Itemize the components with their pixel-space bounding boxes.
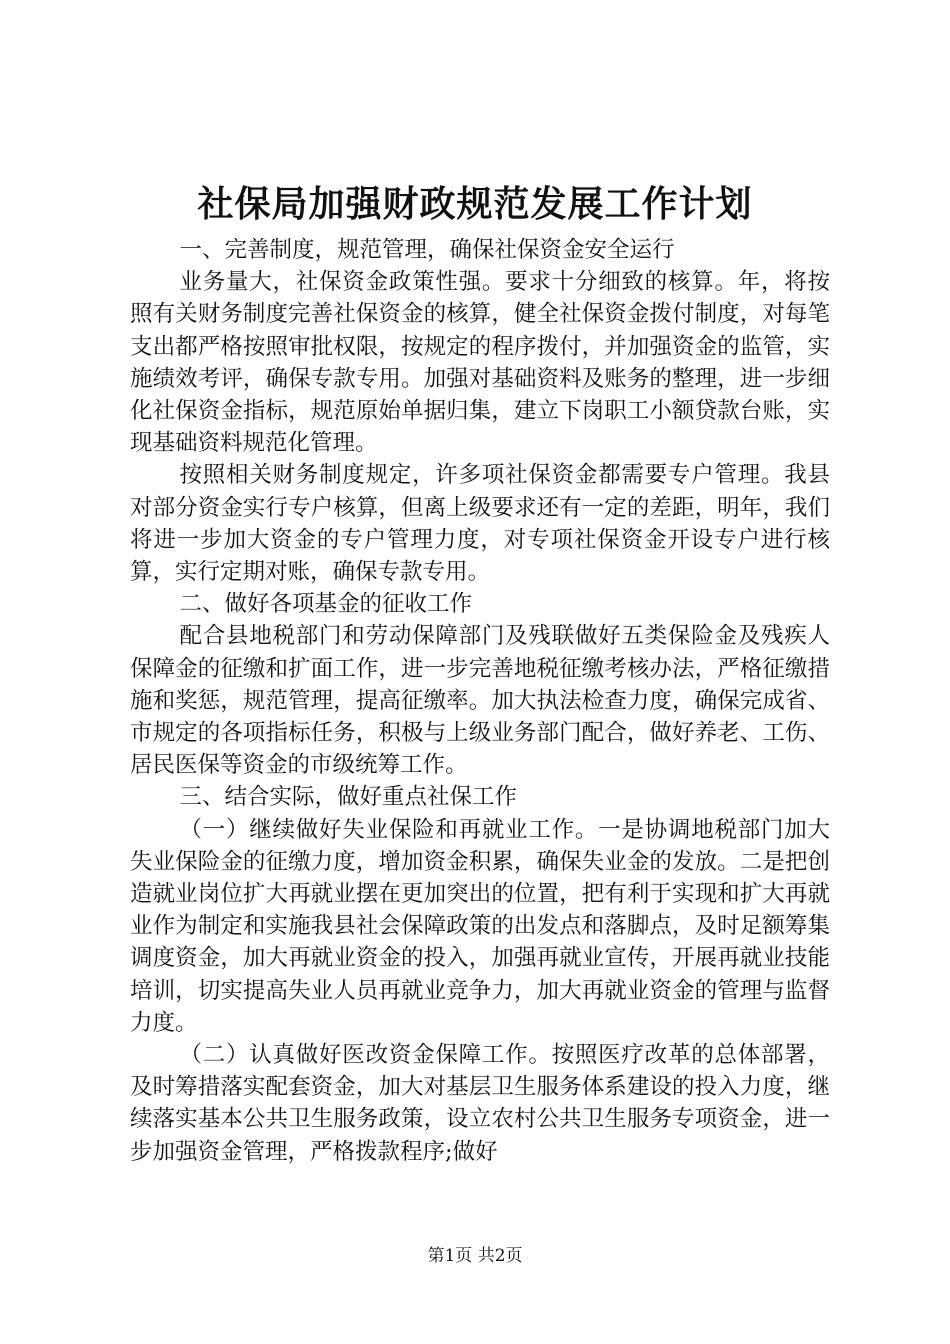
page-number-footer: 第1页 共2页	[427, 1246, 523, 1266]
section-heading-1: 一、完善制度，规范管理，确保社保资金安全运行	[179, 237, 675, 263]
document-body	[130, 234, 830, 1168]
body-paragraph: 按照相关财务制度规定，许多项社保资金都需要专户管理。我县对部分资金实行专户核算，但离上级要求还有一定的差距，明年，我们将进一步加大资金的专户管理力度，对专项社保资金开设专户进行核算，实行定期对账，确保专款专用。	[130, 462, 830, 586]
body-paragraph: 配合县地税部门和劳动保障部门及残联做好五类保险金及残疾人保障金的征缴和扩面工作，进一步完善地税征缴考核办法，严格征缴措施和奖惩，规范管理，提高征缴率。加大执法检查力度，确保完成省、市规定的各项指标任务，积极与上级业务部门配合，做好养老、工伤、居民医保等资金的市级统筹工作。	[130, 623, 830, 779]
document-title: 社保局加强财政规范发展工作计划	[197, 183, 753, 225]
section-heading-3: 三、结合实际，做好重点社保工作	[179, 784, 518, 811]
body-paragraph: 业务量大，社保资金政策性强。要求十分细致的核算。年，将按照有关财务制度完善社保资金的核算，健全社保资金拨付制度，对每笔支出都严格按照审批权限，按规定的程序拨付，并加强资金的监管，实施绩效考评，确保专款专用。加强对基础资料及账务的整理，进一步细化社保资金指标，规范原始单据归集，建立下岗职工小额贷款台账，实现基础资料规范化管理。	[130, 269, 830, 457]
body-paragraph: （二）认真做好医改资金保障工作。按照医疗改革的总体部署，及时筹措落实配套资金，加大对基层卫生服务体系建设的投入力度，继续落实基本公共卫生服务政策，设立农村公共卫生服务专项资金，进一步加强资金管理，严格拨款程序;做好	[130, 1042, 830, 1165]
body-paragraph: （一）继续做好失业保险和再就业工作。一是协调地税部门加大失业保险金的征缴力度，增加资金积累，确保失业金的发放。二是把创造就业岗位扩大再就业摆在更加突出的位置，把有利于实现和扩大再就业作为制定和实施我县社会保障政策的出发点和落脚点，及时足额筹集调度资金，加大再就业资金的投入，加强再就业宣传，开展再就业技能培训，切实提高失业人员再就业竞争力，加大再就业资金的管理与监督力度。	[130, 816, 830, 1036]
section-heading-2: 二、做好各项基金的征收工作	[179, 591, 473, 618]
